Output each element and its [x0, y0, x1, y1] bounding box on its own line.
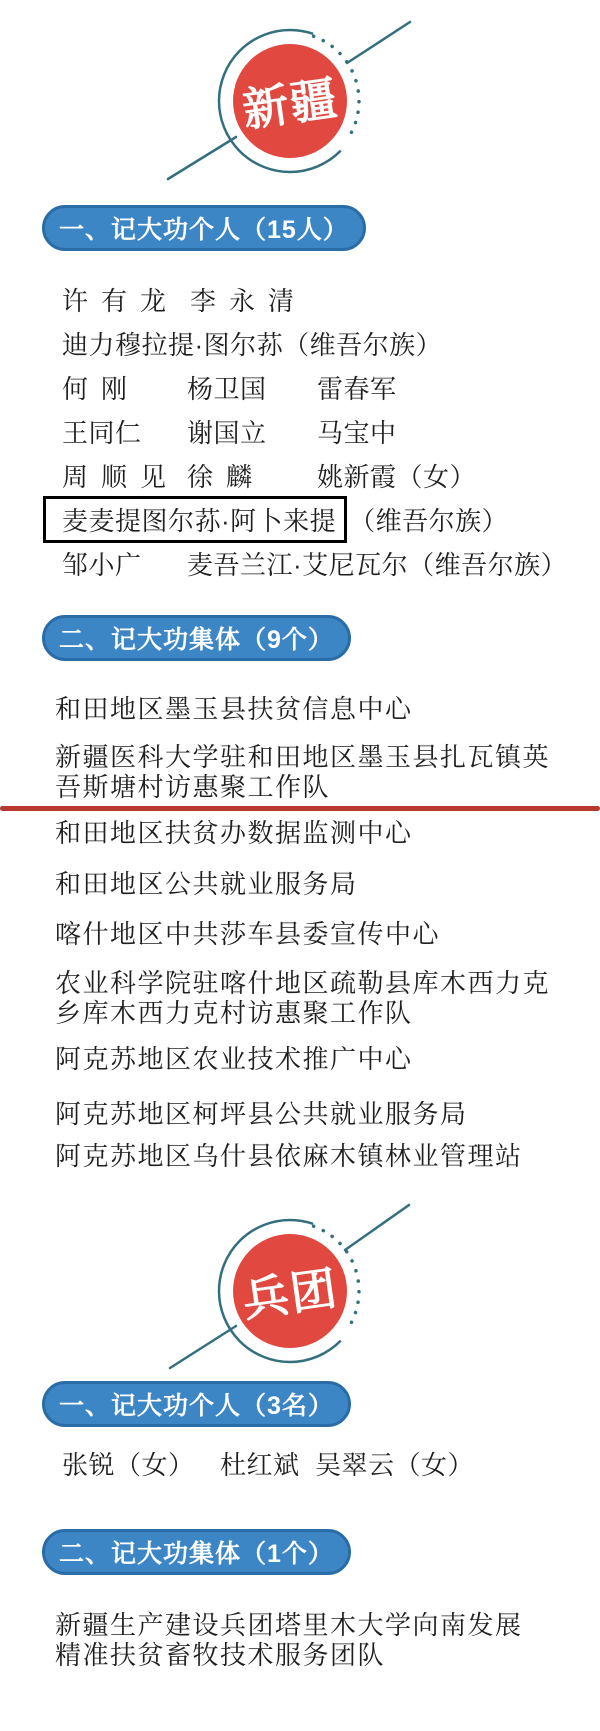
- person-name: 吴翠云（女）: [315, 1449, 475, 1480]
- collective-item: [55, 1141, 575, 1171]
- person-name: 许有龙: [62, 285, 180, 316]
- collective-line: 农业科学院驻喀什地区疏勒县库木西力克: [55, 968, 551, 998]
- person-name: 王同仁: [62, 417, 142, 448]
- collective-item: [55, 869, 575, 899]
- name-row: [55, 541, 590, 585]
- person-name: 杜红斌: [220, 1449, 300, 1480]
- badge-line-bottom-left-icon: [170, 1326, 236, 1368]
- collective-item: [55, 818, 575, 848]
- person-name: 马宝中: [317, 417, 397, 448]
- collective-line: 新疆医科大学驻和田地区墨玉县扎瓦镇英: [55, 742, 551, 772]
- name-row: [55, 1441, 590, 1485]
- collective-line: 和田地区公共就业服务局: [55, 869, 358, 899]
- name-row: [55, 409, 590, 453]
- person-name: 周顺见: [62, 461, 180, 492]
- collective-line: 乡库木西力克村访惠聚工作队: [55, 998, 413, 1028]
- section-header-label: 一、记大功个人（3名）: [59, 1392, 334, 1420]
- collective-line: 阿克苏地区乌什县依麻木镇林业管理站: [55, 1141, 523, 1171]
- name-row: [55, 365, 590, 409]
- section-header-label: 二、记大功集体（9个）: [59, 626, 334, 654]
- badge-line-bottom-left-icon: [168, 137, 236, 179]
- section-header-xinjiang-individuals: [42, 205, 366, 251]
- person-name: 杨卫国: [187, 373, 267, 404]
- collective-item: [55, 1044, 575, 1074]
- collective-line: 精准扶贫畜牧技术服务团队: [55, 1640, 386, 1670]
- name-row: [55, 277, 590, 321]
- badge-label: 兵团: [239, 1261, 342, 1327]
- collective-item: [55, 968, 575, 1028]
- collective-item: [55, 1610, 575, 1670]
- badge-line-top-right-icon: [345, 1205, 409, 1250]
- name-row: [55, 453, 590, 497]
- highlight-box: [43, 496, 347, 543]
- collective-line: 新疆生产建设兵团塔里木大学向南发展: [55, 1610, 523, 1640]
- person-name: 麦吾兰江·艾尼瓦尔（维吾尔族）: [187, 549, 568, 580]
- person-name: 张锐（女）: [62, 1449, 195, 1480]
- badge-red-circle: [233, 1234, 347, 1348]
- person-name: 麦麦提图尔荪·阿卜来提: [62, 505, 337, 536]
- region-badge-xinjiang: [0, 0, 600, 200]
- section-header-bingtuan-collectives: [42, 1529, 351, 1575]
- collective-line: 喀什地区中共莎车县委宣传中心: [55, 919, 441, 949]
- collective-line: 和田地区墨玉县扶贫信息中心: [55, 694, 413, 724]
- badge-label: 新疆: [239, 71, 342, 137]
- section-header-bingtuan-individuals: [42, 1381, 351, 1427]
- name-row: [55, 321, 590, 365]
- name-row: [55, 497, 590, 541]
- collective-item: [55, 694, 575, 724]
- person-name: 邹小广: [62, 549, 142, 580]
- person-name: 迪力穆拉提·图尔荪（维吾尔族）: [62, 329, 443, 360]
- person-name: 谢国立: [187, 417, 267, 448]
- badge-line-top-right-icon: [347, 22, 410, 63]
- collective-item: [55, 742, 575, 802]
- collective-item: [55, 919, 575, 949]
- xinjiang-individuals-list: [55, 277, 590, 585]
- collective-item: [55, 1099, 575, 1129]
- badge-red-circle: [233, 44, 347, 158]
- person-name: 何刚: [62, 373, 141, 404]
- section-header-label: 一、记大功个人（15人）: [59, 216, 349, 244]
- ethnicity-suffix: （维吾尔族）: [349, 505, 509, 536]
- section-header-xinjiang-collectives: [42, 615, 351, 661]
- red-underline-divider: [0, 806, 600, 811]
- collective-line: 吾斯塘村访惠聚工作队: [55, 772, 331, 802]
- person-name: 姚新霞（女）: [317, 461, 477, 492]
- person-name: 徐麟: [187, 461, 266, 492]
- person-name: 雷春军: [317, 373, 397, 404]
- collective-line: 阿克苏地区柯坪县公共就业服务局: [55, 1099, 468, 1129]
- person-name: 李永清: [190, 285, 308, 316]
- collective-line: 和田地区扶贫办数据监测中心: [55, 818, 413, 848]
- collective-line: 阿克苏地区农业技术推广中心: [55, 1044, 413, 1074]
- section-header-label: 二、记大功集体（1个）: [59, 1540, 334, 1568]
- bingtuan-individuals-list: [55, 1441, 590, 1485]
- region-badge-bingtuan: [0, 1190, 600, 1390]
